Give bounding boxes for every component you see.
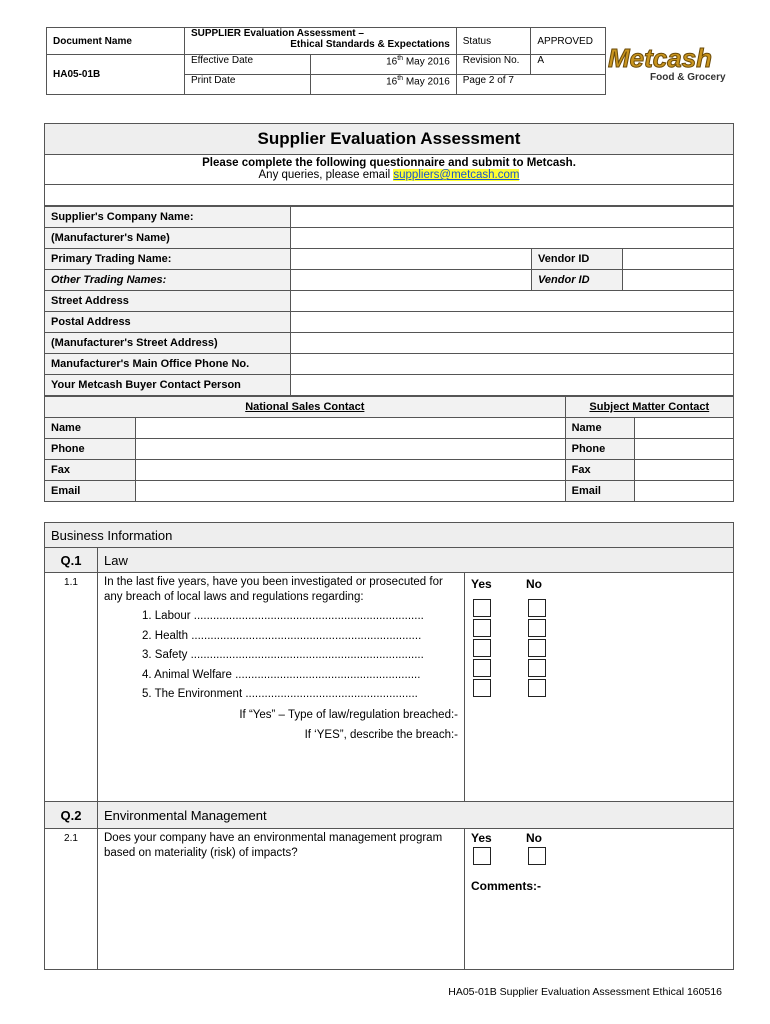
animal-welfare-yes-checkbox[interactable] <box>473 659 491 677</box>
street-address-label: Street Address <box>45 291 291 312</box>
company-name-field[interactable] <box>291 207 734 228</box>
q11-item-list <box>104 607 458 705</box>
doc-code: HA05-01B <box>47 55 185 95</box>
subject-phone-label: Phone <box>565 439 634 460</box>
subject-email-field[interactable] <box>634 481 733 502</box>
national-fax-field[interactable] <box>136 460 566 481</box>
primary-trading-label: Primary Trading Name: <box>45 249 291 270</box>
national-name-field[interactable] <box>136 418 566 439</box>
spacer-row <box>45 184 733 206</box>
page-title: Supplier Evaluation Assessment <box>45 124 733 155</box>
national-phone-label: Phone <box>45 439 136 460</box>
national-email-label: Email <box>45 481 136 502</box>
q11-text: In the last five years, have you been investigated or prosecuted for any breach of local laws and regulations regarding: <box>104 576 443 603</box>
q21-number: 2.1 <box>45 829 98 970</box>
print-label: Print Date <box>184 75 310 95</box>
q1-title: Law <box>98 548 734 573</box>
national-fax-label: Fax <box>45 460 136 481</box>
national-phone-field[interactable] <box>136 439 566 460</box>
subject-name-label: Name <box>565 418 634 439</box>
no-label: No <box>526 577 542 591</box>
item-labour: 1. Labour ........................................................................ <box>142 610 424 622</box>
metcash-logo <box>606 40 730 86</box>
item-health: 2. Health ........................................................................ <box>142 629 422 642</box>
environment-yes-checkbox[interactable] <box>473 679 491 697</box>
instruction-text: Please complete the following questionnaire and submit to Metcash. <box>202 157 576 169</box>
business-info-table <box>44 522 734 970</box>
mfr-phone-label: Manufacturer's Main Office Phone No. <box>45 354 291 375</box>
postal-address-field[interactable] <box>291 312 734 333</box>
logo-tagline: Food & Grocery <box>650 72 726 83</box>
mfr-phone-field[interactable] <box>291 354 734 375</box>
item-animal-welfare: 4. Animal Welfare .......................................................... <box>142 668 421 681</box>
safety-no-checkbox[interactable] <box>528 639 546 657</box>
environment-no-checkbox[interactable] <box>528 679 546 697</box>
item-environment: 5. The Environment ...................................................... <box>142 688 418 700</box>
vendor-id-label: Vendor ID <box>532 249 623 270</box>
q2-title: Environmental Management <box>98 802 734 829</box>
street-address-field[interactable] <box>291 291 734 312</box>
yes-label-2: Yes <box>471 831 492 845</box>
buyer-contact-field[interactable] <box>291 375 734 396</box>
print-value: 16th May 2016 <box>310 75 456 95</box>
if-yes-describe-text: If ‘YES”, describe the breach:- <box>304 728 458 741</box>
status-label: Status <box>456 28 531 55</box>
doc-name-label: Document Name <box>47 28 185 55</box>
no-label-2: No <box>526 831 542 845</box>
document-header <box>46 27 606 95</box>
health-yes-checkbox[interactable] <box>473 619 491 637</box>
email-link[interactable]: suppliers@metcash.com <box>393 169 520 181</box>
effective-label: Effective Date <box>184 55 310 75</box>
checkbox-grid <box>471 599 727 699</box>
q11-yes-no-header <box>471 577 727 591</box>
supplier-details-section <box>44 123 734 502</box>
buyer-contact-label: Your Metcash Buyer Contact Person <box>45 375 291 396</box>
primary-trading-field[interactable] <box>291 249 532 270</box>
doc-title-line1: SUPPLIER Evaluation Assessment – <box>190 28 364 39</box>
item-safety: 3. Safety ......................................................................... <box>142 649 424 661</box>
env-program-yes-checkbox[interactable] <box>473 847 491 865</box>
labour-no-checkbox[interactable] <box>528 599 546 617</box>
company-name-label: Supplier's Company Name: <box>45 207 291 228</box>
supplier-form-table <box>45 206 733 396</box>
q11-question <box>98 573 465 802</box>
doc-title <box>184 28 456 55</box>
q1-number: Q.1 <box>45 548 98 573</box>
page-number: Page 2 of 7 <box>456 75 605 95</box>
national-email-field[interactable] <box>136 481 566 502</box>
national-sales-contact-heading: National Sales Contact <box>45 397 565 418</box>
footer-text: HA05-01B Supplier Evaluation Assessment Ethical 160516 <box>448 986 722 998</box>
mfr-street-field[interactable] <box>291 333 734 354</box>
env-program-no-checkbox[interactable] <box>528 847 546 865</box>
status-value: APPROVED <box>531 28 606 55</box>
contacts-table <box>45 396 733 501</box>
vendor-id-field[interactable] <box>623 249 734 270</box>
comments-label: Comments:- <box>471 879 542 893</box>
labour-yes-checkbox[interactable] <box>473 599 491 617</box>
q21-yes-no-header <box>471 831 727 845</box>
manufacturer-name-label: (Manufacturer's Name) <box>45 228 291 249</box>
yes-label: Yes <box>471 577 492 591</box>
if-yes-type-text: If “Yes” – Type of law/regulation breached:- <box>239 708 458 721</box>
subject-name-field[interactable] <box>634 418 733 439</box>
doc-title-line2: Ethical Standards & Expectations <box>290 39 450 50</box>
q21-text: Does your company have an environmental management program based on materiality (risk) of impacts? <box>104 832 443 859</box>
q21-question <box>98 829 465 970</box>
revision-value: A <box>531 55 606 75</box>
vendor-id-2-label: Vendor ID <box>532 270 623 291</box>
mfr-street-label: (Manufacturer's Street Address) <box>45 333 291 354</box>
q21-answers <box>465 829 734 970</box>
subject-fax-field[interactable] <box>634 460 733 481</box>
business-info-heading: Business Information <box>45 523 734 548</box>
q2-number: Q.2 <box>45 802 98 829</box>
q11-number: 1.1 <box>45 573 98 802</box>
subject-fax-label: Fax <box>565 460 634 481</box>
health-no-checkbox[interactable] <box>528 619 546 637</box>
logo-brand-text: Metcash <box>608 43 713 73</box>
other-trading-field[interactable] <box>291 270 532 291</box>
manufacturer-name-field[interactable] <box>291 228 734 249</box>
effective-value: 16th May 2016 <box>310 55 456 75</box>
animal-welfare-no-checkbox[interactable] <box>528 659 546 677</box>
postal-address-label: Postal Address <box>45 312 291 333</box>
revision-label: Revision No. <box>456 55 531 75</box>
subject-email-label: Email <box>565 481 634 502</box>
national-name-label: Name <box>45 418 136 439</box>
subject-phone-field[interactable] <box>634 439 733 460</box>
queries-text: Any queries, please email suppliers@metcash.com <box>258 169 520 181</box>
q11-answers <box>465 573 734 802</box>
safety-yes-checkbox[interactable] <box>473 639 491 657</box>
other-trading-label: Other Trading Names: <box>45 270 291 291</box>
subject-matter-contact-heading: Subject Matter Contact <box>565 397 733 418</box>
vendor-id-2-field[interactable] <box>623 270 734 291</box>
